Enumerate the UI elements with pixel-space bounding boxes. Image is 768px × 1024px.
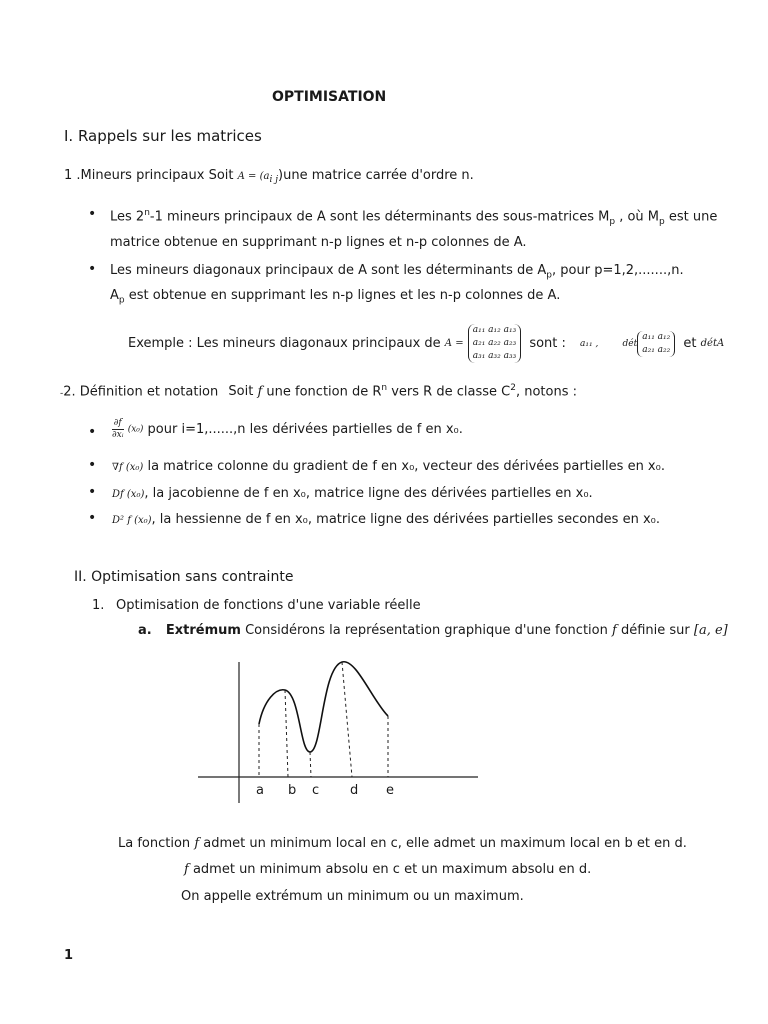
subsection-1-title: Optimisation de fonctions d'une variable réelle: [116, 598, 421, 613]
matrix-2x2: a₁₁ a₁₂ a₂₁ a₂₂: [637, 331, 675, 357]
extremum-label: Extrémum: [165, 623, 241, 638]
bullet1-line2: matrice obtenue en supprimant n-p lignes et n-p colonnes de A.: [110, 235, 527, 250]
drop-line-c: [310, 752, 311, 777]
drop-line-d: [342, 662, 352, 777]
bullet-4: •: [88, 457, 97, 473]
bullet1-line1: Les 2$^n$-1 mineurs principaux de A sont les déterminants des sous-matrices $M_p$ , où $M_p$ est une: [110, 208, 718, 227]
example-line: Exemple : Les mineurs diagonaux principaux de A = a₁₁ a₁₂ a₁₃ a₂₁ a₂₂ a₂₃ a₃₁ a₃₂ a₃₃ sont : a₁₁ , dét a₁₁ a₁₂ a₂₁ a₂₂ et détA: [128, 325, 725, 361]
subsection-1-number: 1.: [92, 598, 105, 613]
matrix-3x3: a₁₁ a₁₂ a₁₃ a₂₁ a₂₂ a₂₃ a₃₁ a₃₂ a₃₃: [468, 324, 521, 363]
bullet2-line1: Les mineurs diagonaux principaux de A sont les déterminants de $A_p$, pour p=1,2,.......,n.: [110, 263, 684, 281]
notation-partial: $\frac{\partial f}{\text{∂xᵢ}} (x_0)$ pour i=1,......,n les dérivées partielles de f en x₀.: [112, 418, 463, 440]
extremum-line: a. Extrémum Considérons la représentation graphique d'une fonction f définie sur [a, e]: [138, 623, 728, 638]
paragraph-3: On appelle extrémum un minimum ou un maximum.: [181, 889, 524, 904]
axis-label-a: a: [256, 783, 264, 798]
bullet-1: •: [88, 206, 97, 222]
axis-label-d: d: [350, 783, 359, 798]
bullet-3: •: [88, 424, 97, 440]
page-number: 1: [64, 948, 74, 963]
paragraph-1: La fonction f admet un minimum local en c, elle admet un maximum local en b et en d.: [118, 836, 687, 851]
notation-jacobian: Df (x₀), la jacobienne de f en x₀, matrice ligne des dérivées partielles en x₀.: [112, 486, 593, 501]
axis-label-e: e: [386, 783, 394, 798]
page-title: OPTIMISATION: [272, 89, 387, 105]
notation-gradient: ∇f (x₀) la matrice colonne du gradient de f en x₀, vecteur des dérivées partielles en x₀.: [112, 459, 665, 474]
definition-label: 2. Définition et notation: [63, 384, 219, 400]
mineurs-label: 1 .Mineurs principaux: [64, 168, 205, 183]
bullet2-line2: $A_p$ est obtenue en supprimant les n-p lignes et les n-p colonnes de A.: [110, 288, 561, 306]
bullet-5: •: [88, 484, 97, 500]
definition-line: -2. Définition et notation Soit f une fonction de $R^n$ vers R de classe $C^2$, notons :: [60, 383, 577, 400]
axis-label-b: b: [288, 783, 297, 798]
example-text: Exemple : Les mineurs diagonaux principaux de: [128, 336, 441, 351]
paragraph-2: f admet un minimum absolu en c et un maximum absolu en d.: [184, 862, 592, 877]
bullet-2: •: [88, 261, 97, 277]
bullet-6: •: [88, 510, 97, 526]
section2-heading: II. Optimisation sans contrainte: [74, 569, 294, 585]
drop-line-b: [285, 690, 288, 777]
function-curve: [259, 662, 388, 752]
mineurs-line: 1 .Mineurs principaux Soit $A = (a_{i j})une$ matrice carrée d'ordre n.: [64, 168, 474, 185]
axis-label-c: c: [312, 783, 320, 798]
section1-heading: I. Rappels sur les matrices: [64, 127, 262, 145]
notation-hessian: D² f (x₀), la hessienne de f en x₀, matrice ligne des dérivées partielles secondes en x₀.: [112, 512, 660, 527]
